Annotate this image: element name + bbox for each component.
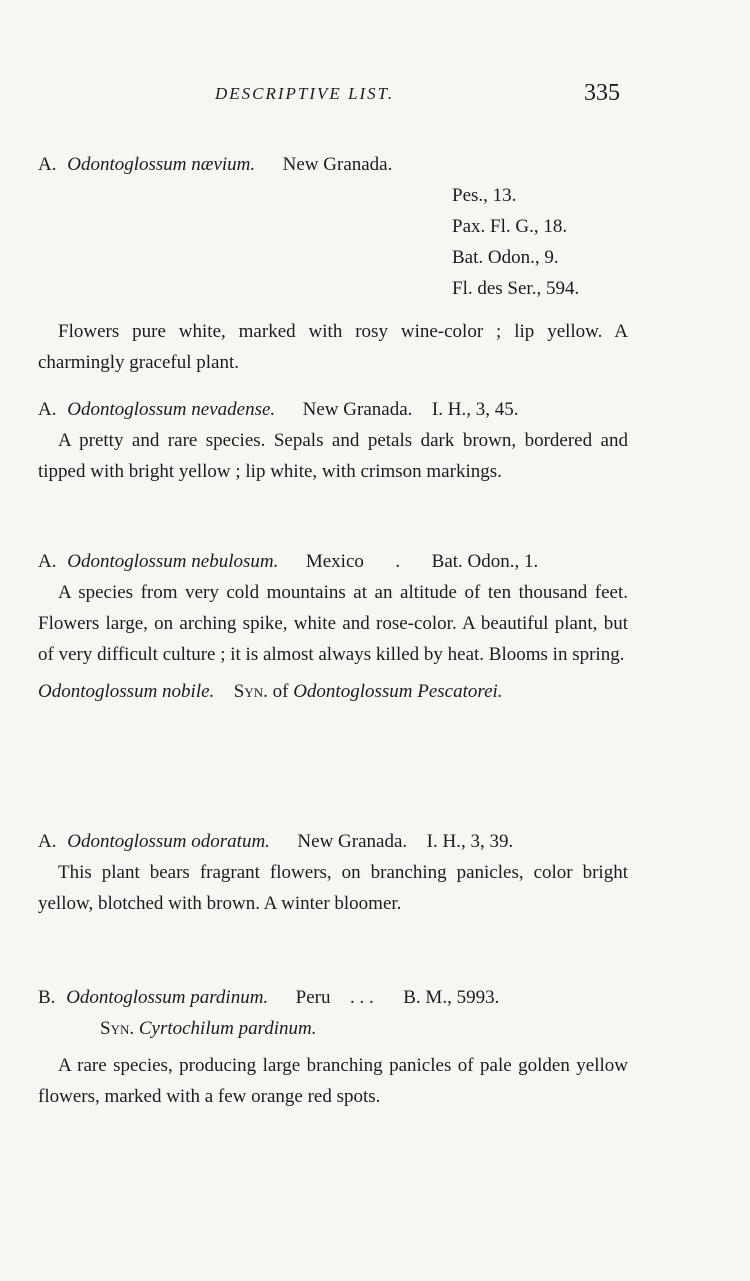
page-header bbox=[40, 80, 620, 114]
species-origin: Mexico bbox=[305, 551, 364, 572]
reference: Fl. des Ser., 594. bbox=[452, 278, 580, 299]
entry-pardinum bbox=[38, 983, 628, 1112]
species-origin: New Granada. bbox=[302, 399, 413, 420]
species-origin: Peru bbox=[295, 987, 331, 1008]
species-description: Flowers pure white, marked with rosy wine-color ; lip yellow. A charmingly graceful plant. bbox=[38, 321, 628, 373]
species-description: A pretty and rare species. Sepals and petals dark brown, bordered and tipped with bright yellow ; lip white, with crimson markings. bbox=[38, 430, 628, 482]
reference-list bbox=[452, 180, 628, 304]
synonym-name: Cyrtochilum pardinum. bbox=[138, 1018, 317, 1039]
synonym-name: Odontoglossum nobile. bbox=[38, 681, 215, 702]
synonym-line bbox=[38, 1013, 628, 1044]
entry-grade: A. bbox=[38, 831, 57, 852]
species-name: Odontoglossum nebulosum. bbox=[67, 551, 279, 572]
synonym-label: Syn. bbox=[233, 681, 268, 702]
entry-heading bbox=[38, 827, 628, 857]
species-description: This plant bears fragrant flowers, on branching panicles, color bright yellow, blotched with brown. A winter bloomer. bbox=[38, 862, 628, 914]
species-name: Odontoglossum pardinum. bbox=[66, 987, 269, 1008]
page-number: 335 bbox=[584, 80, 620, 106]
species-origin: New Granada. bbox=[282, 154, 393, 175]
species-name: Odontoglossum odoratum. bbox=[67, 831, 270, 852]
reference: Bat. Odon., 1. bbox=[431, 551, 539, 572]
entry-nebulosum bbox=[38, 547, 628, 707]
reference: Pes., 13. bbox=[452, 185, 517, 206]
reference: I. H., 3, 39. bbox=[426, 831, 514, 852]
entry-grade: A. bbox=[38, 154, 57, 175]
entry-odoratum bbox=[38, 827, 628, 919]
synonym-line bbox=[38, 676, 628, 707]
running-title: DESCRIPTIVE LIST. bbox=[215, 84, 395, 103]
reference: Bat. Odon., 9. bbox=[452, 247, 559, 268]
reference: Pax. Fl. G., 18. bbox=[452, 216, 568, 237]
entry-heading bbox=[38, 547, 628, 577]
separator-dots: . . . bbox=[350, 987, 374, 1008]
synonym-of: of bbox=[272, 681, 289, 702]
entry-grade: A. bbox=[38, 551, 57, 572]
species-name: Odontoglossum nævium. bbox=[67, 154, 256, 175]
separator-dot: . bbox=[395, 551, 401, 572]
entry-grade: A. bbox=[38, 399, 57, 420]
reference: B. M., 5993. bbox=[403, 987, 500, 1008]
entry-naevium bbox=[38, 150, 628, 378]
entry-heading bbox=[38, 150, 628, 180]
reference: I. H., 3, 45. bbox=[431, 399, 519, 420]
entry-heading bbox=[38, 395, 628, 425]
species-origin: New Granada. bbox=[297, 831, 408, 852]
entry-nevadense bbox=[38, 395, 628, 487]
synonym-label: Syn. bbox=[100, 1018, 135, 1039]
species-name: Odontoglossum nevadense. bbox=[67, 399, 276, 420]
species-description: A species from very cold mountains at an altitude of ten thousand feet. Flowers large, on arching spike, white and rose-color. A beautiful plant, but of very difficult culture ; it is almost always killed by heat. Blooms in spring. bbox=[38, 582, 628, 665]
entry-heading bbox=[38, 983, 628, 1013]
synonym-target: Odontoglossum Pescatorei. bbox=[293, 681, 503, 702]
entry-grade: B. bbox=[38, 987, 56, 1008]
species-description: A rare species, producing large branching panicles of pale golden yellow flowers, marked with a few orange red spots. bbox=[38, 1055, 628, 1107]
